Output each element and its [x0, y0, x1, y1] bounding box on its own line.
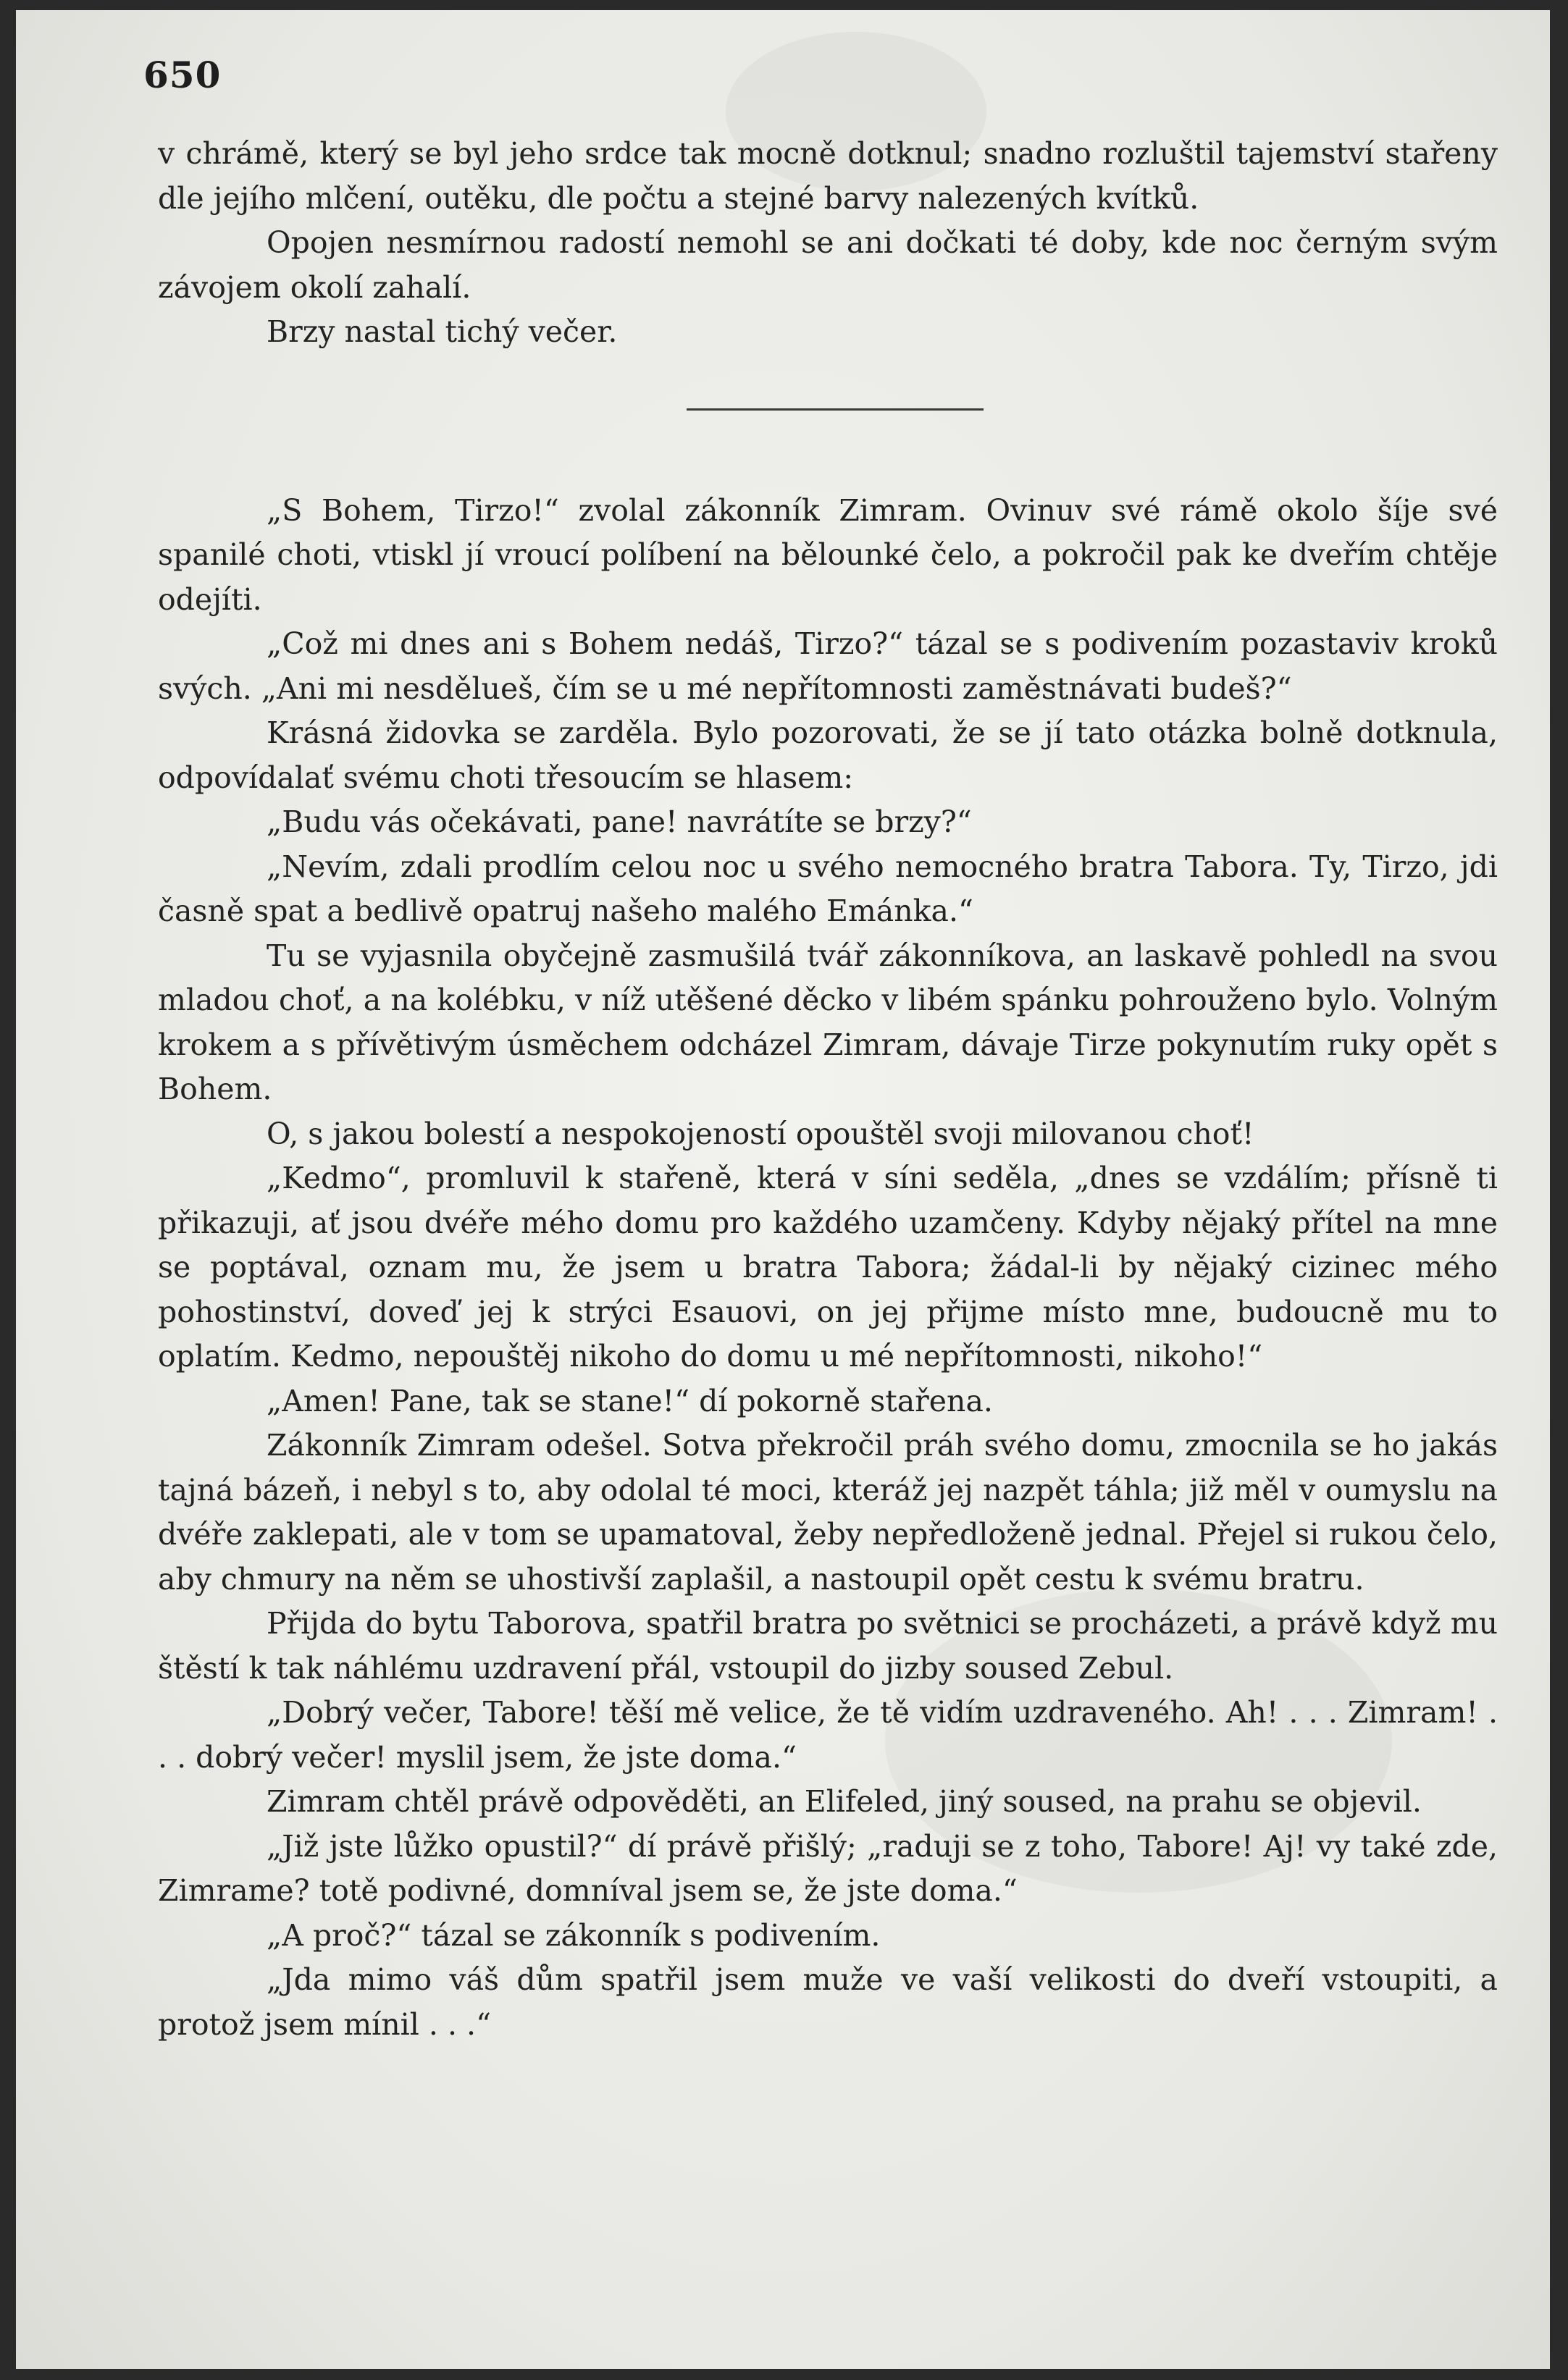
paragraph: „Kedmo“, promluvil k stařeně, která v síni seděla, „dnes se vzdálím; přísně ti přikazuji, ať jsou dvéře mého domu pro každého uzamčeny. Kdyby nějaký přítel na mne se poptával, oznam mu, že jsem u bratra Tabora; žádal-li by nějaký cizinec mého pohostinství, doveď jej k strýci Esauovi, on jej přijme místo mne, budoucně mu to oplatím. Kedmo, nepouštěj nikoho do domu u mé nepřítomnosti, nikoho!“	[158, 1161, 1498, 1374]
paragraph: „Nevím, zdali prodlím celou noc u svého nemocného bratra Tabora. Ty, Tirzo, jdi časně spat a bedlivě opatruj našeho malého Emánka.“	[158, 849, 1498, 928]
paragraph: Přijda do bytu Taborova, spatřil bratra po světnici se procházeti, a právě když mu štěstí k tak náhlému uzdravení přál, vstoupil do jizby soused Zebul.	[158, 1606, 1498, 1686]
paragraph: Zákonník Zimram odešel. Sotva překročil práh svého domu, zmocnila se ho jakás tajná bázeň, i nebyl s to, aby odolal té moci, kteráž jej nazpět táhla; již měl v oumyslu na dvéře zaklepati, ale v tom se upamatoval, žeby nepředloženě jednal. Přejel si rukou čelo, aby chmury na něm se uhostivší zaplašil, a nastoupil opět cestu k svému bratru.	[158, 1428, 1498, 1597]
book-page	[16, 10, 1550, 2369]
section-after-break	[158, 489, 1498, 2048]
paragraph: „A proč?“ tázal se zákonník s podivením.	[267, 1917, 881, 1953]
paragraph: „Budu vás očekávati, pane! navrátíte se brzy?“	[267, 804, 972, 839]
page-number: 650	[143, 54, 222, 96]
paragraph: „Již jste lůžko opustil?“ dí právě přišlý; „raduji se z toho, Tabore! Aj! vy také zde, Zimrame? totě podivné, domníval jsem se, že jste doma.“	[158, 1828, 1498, 1908]
paragraph: Zimram chtěl právě odpověděti, an Elifeled, jiný soused, na prahu se objevil.	[267, 1784, 1422, 1819]
paragraph: v chrámě, který se byl jeho srdce tak mocně dotknul; snadno rozluštil tajemství stařeny dle jejího mlčení, outěku, dle počtu a stejné barvy nalezených kvítků.	[158, 136, 1498, 216]
paragraph: Brzy nastal tichý večer.	[267, 314, 618, 349]
paragraph: O, s jakou bolestí a nespokojeností opouštěl svoji milovanou choť!	[267, 1116, 1254, 1151]
section-separator	[687, 408, 984, 411]
paragraph: „Což mi dnes ani s Bohem nedáš, Tirzo?“ tázal se s podivením pozastaviv kroků svých. „Ani mi nesdělueš, čím se u mé nepřítomnosti zaměstnávati budeš?“	[158, 626, 1498, 706]
paragraph: Tu se vyjasnila obyčejně zasmušilá tvář zákonníkova, an laskavě pohledl na svou mladou choť, a na kolébku, v níž utěšené děcko v libém spánku pohrouženo bylo. Volným krokem a s přívětivým úsměchem odcházel Zimram, dávaje Tirze pokynutím ruky opět s Bohem.	[158, 938, 1498, 1106]
paragraph: „Jda mimo váš dům spatřil jsem muže ve vaší velikosti do dveří vstoupiti, a protož jsem mínil . . .“	[158, 1962, 1498, 2042]
paragraph: „Amen! Pane, tak se stane!“ dí pokorně stařena.	[267, 1383, 993, 1418]
section-before-break	[158, 132, 1498, 355]
paragraph: Opojen nesmírnou radostí nemohl se ani dočkati té doby, kde noc černým svým závojem okolí zahalí.	[158, 225, 1498, 305]
paragraph: „Dobrý večer, Tabore! těší mě velice, že tě vidím uzdraveného. Ah! . . . Zimram! . . . dobrý večer! myslil jsem, že jste doma.“	[158, 1695, 1498, 1775]
paragraph: Krásná židovka se zarděla. Bylo pozorovati, že se jí tato otázka bolně dotknula, odpovídalať svému choti třesoucím se hlasem:	[158, 715, 1498, 795]
paragraph: „S Bohem, Tirzo!“ zvolal zákonník Zimram. Ovinuv své rámě okolo šíje své spanilé choti, vtiskl jí vroucí políbení na bělounké čelo, a pokročil pak ke dveřím chtěje odejíti.	[158, 492, 1498, 617]
body-text	[158, 132, 1498, 2047]
